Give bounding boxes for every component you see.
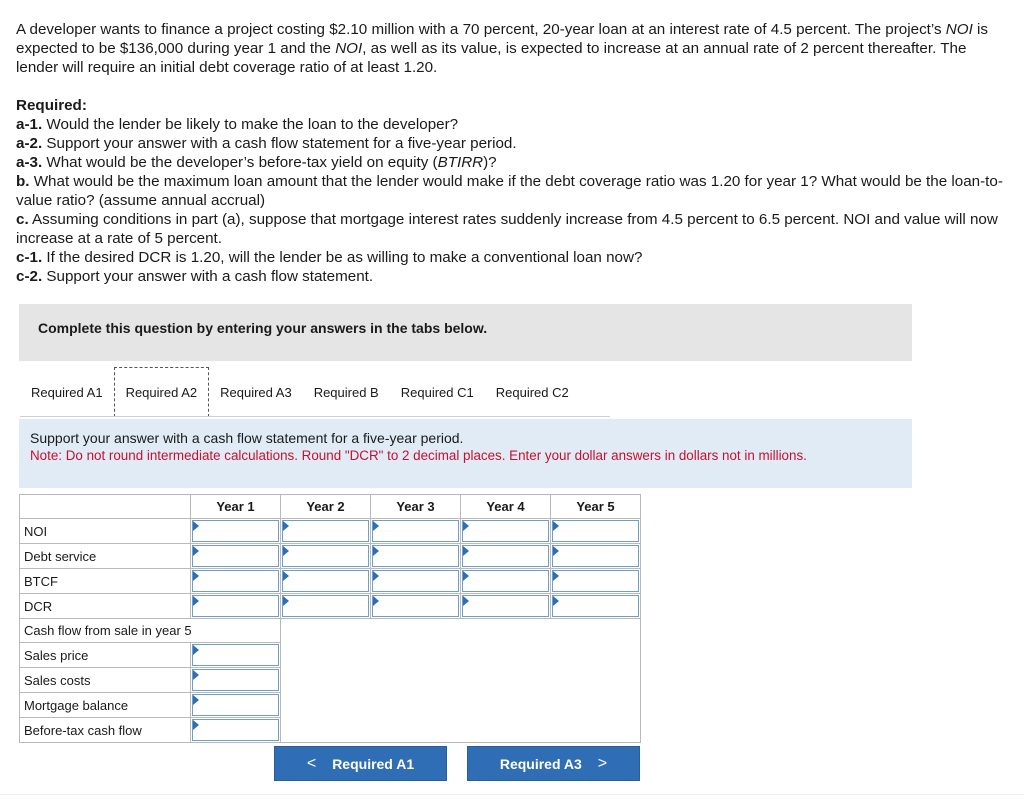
row-label-dcr: DCR — [20, 594, 191, 619]
btcf-year-4-input[interactable] — [462, 570, 549, 592]
table-row-btcf — [20, 569, 641, 594]
required-item-c: c. Assuming conditions in part (a), suppose that mortgage interest rates suddenly increase from 4.5 percent to 6.5 percent. NOI and value will now increase at a rate of 5 percent. — [16, 211, 998, 247]
row-label-mortgage-balance: Mortgage balance — [20, 693, 191, 718]
required-item-c1: c-1. If the desired DCR is 1.20, will the lender be as willing to make a conventional loan now? — [16, 249, 643, 266]
header-year-5: Year 5 — [551, 495, 641, 519]
prev-tab-button[interactable] — [274, 746, 447, 781]
dcr-year-2-input[interactable] — [282, 595, 369, 617]
prev-tab-label: Required A1 — [332, 755, 415, 772]
dcr-year-3-input[interactable] — [372, 595, 459, 617]
required-item-a3: a-3. What would be the developer’s before-tax yield on equity (BTIRR)? — [16, 154, 497, 171]
noi-year-5-input[interactable] — [552, 520, 639, 542]
table-header-row — [20, 495, 641, 519]
noi-year-4-input[interactable] — [462, 520, 549, 542]
noi-year-2-input[interactable] — [282, 520, 369, 542]
tab-required-a2[interactable]: Required A2 — [114, 367, 210, 417]
required-item-a2: a-2. Support your answer with a cash flow statement for a five-year period. — [16, 135, 517, 152]
support-panel — [19, 419, 912, 488]
header-year-4: Year 4 — [461, 495, 551, 519]
debt-service-year-3-input[interactable] — [372, 545, 459, 567]
header-year-3: Year 3 — [371, 495, 461, 519]
tab-required-c1[interactable]: Required C1 — [400, 384, 474, 400]
table-row-noi — [20, 519, 641, 544]
noi-year-1-input[interactable] — [192, 520, 279, 542]
instruction-banner — [19, 304, 912, 361]
support-note: Note: Do not round intermediate calculations. Round "DCR" to 2 decimal places. Enter your dollar answers in dollars not in millions. — [30, 448, 807, 463]
tab-required-a1[interactable]: Required A1 — [31, 384, 103, 400]
debt-service-year-5-input[interactable] — [552, 545, 639, 567]
table-row-dcr — [20, 594, 641, 619]
footer-divider — [0, 794, 1024, 795]
empty-area — [281, 619, 641, 743]
tab-required-c2[interactable]: Required C2 — [495, 384, 569, 400]
dcr-year-4-input[interactable] — [462, 595, 549, 617]
chevron-left-icon: < — [306, 754, 317, 772]
tab-required-b[interactable]: Required B — [313, 384, 379, 400]
required-item-b: b. What would be the maximum loan amount that the lender would make if the debt coverage ratio was 1.20 for year 1? What would be the loan-to-value ratio? (assume annual accrual) — [16, 173, 1003, 209]
required-heading: Required: — [16, 97, 87, 114]
header-blank — [20, 495, 191, 519]
next-tab-label: Required A3 — [499, 755, 582, 772]
debt-service-year-1-input[interactable] — [192, 545, 279, 567]
noi-year-3-input[interactable] — [372, 520, 459, 542]
required-item-a1: a-1. Would the lender be likely to make the loan to the developer? — [16, 116, 459, 133]
header-year-1: Year 1 — [191, 495, 281, 519]
btcf-year-2-input[interactable] — [282, 570, 369, 592]
chevron-right-icon: > — [597, 754, 608, 772]
next-tab-button[interactable] — [467, 746, 640, 781]
sales-costs-input[interactable] — [192, 669, 279, 691]
problem-statement — [16, 20, 1006, 286]
sales-price-input[interactable] — [192, 644, 279, 666]
row-label-sales-price: Sales price — [20, 643, 191, 668]
tab-bar — [20, 367, 580, 417]
problem-intro: A developer wants to finance a project costing $2.10 million with a 70 percent, 20-year loan at an interest rate of 4.5 percent. The project’s NOI is expected to be $136,000 during year 1 and the NOI, as well as its value, is expected to increase at an annual rate of 2 percent thereafter. The lender will require an initial debt coverage ratio of at least 1.20. — [16, 21, 988, 76]
btcf-year-1-input[interactable] — [192, 570, 279, 592]
row-label-before-tax-cash-flow: Before-tax cash flow — [20, 718, 191, 743]
tab-required-a3[interactable]: Required A3 — [220, 384, 292, 400]
btcf-year-3-input[interactable] — [372, 570, 459, 592]
section-label-sale: Cash flow from sale in year 5 — [20, 619, 281, 643]
dcr-year-1-input[interactable] — [192, 595, 279, 617]
support-title: Support your answer with a cash flow statement for a five-year period. — [30, 430, 464, 446]
mortgage-balance-input[interactable] — [192, 694, 279, 716]
instruction-text: Complete this question by entering your answers in the tabs below. — [38, 320, 488, 336]
debt-service-year-2-input[interactable] — [282, 545, 369, 567]
dcr-year-5-input[interactable] — [552, 595, 639, 617]
required-item-c2: c-2. Support your answer with a cash flow statement. — [16, 268, 374, 285]
row-label-debt-service: Debt service — [20, 544, 191, 569]
btcf-year-5-input[interactable] — [552, 570, 639, 592]
tab-divider — [20, 416, 610, 417]
table-row-debt-service — [20, 544, 641, 569]
table-row-sale-section — [20, 619, 641, 643]
row-label-btcf: BTCF — [20, 569, 191, 594]
header-year-2: Year 2 — [281, 495, 371, 519]
cash-flow-table — [19, 494, 641, 743]
before-tax-cash-flow-input[interactable] — [192, 719, 279, 741]
row-label-noi: NOI — [20, 519, 191, 544]
row-label-sales-costs: Sales costs — [20, 668, 191, 693]
debt-service-year-4-input[interactable] — [462, 545, 549, 567]
